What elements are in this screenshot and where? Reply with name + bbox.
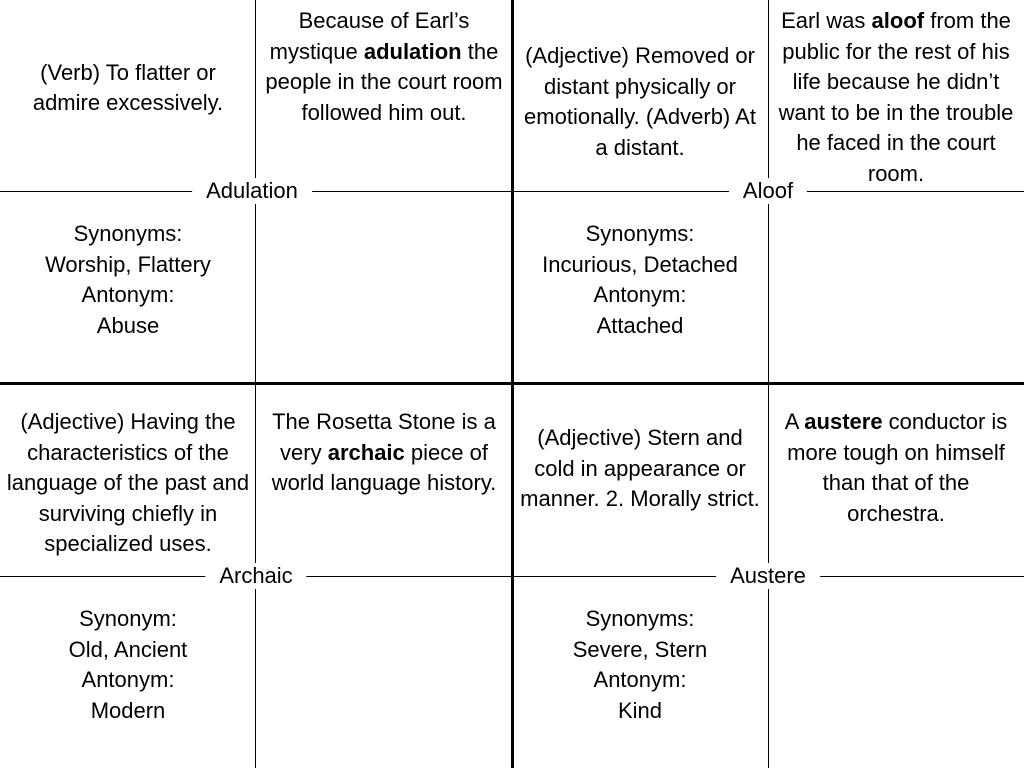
archaic-definition-cell — [0, 407, 256, 567]
aloof-synonyms-cell — [512, 205, 768, 355]
austere-sentence: A austere conductor is more tough on himself than that of the orchestra. — [784, 409, 1008, 526]
aloof-synonyms-block — [542, 219, 738, 341]
antonyms-list: Modern — [90, 697, 166, 723]
synonyms-heading: Synonyms: — [585, 221, 695, 246]
synonyms-list: Old, Ancient — [68, 636, 188, 662]
horizontal-divider — [0, 382, 1024, 385]
archaic-sentence: The Rosetta Stone is a very archaic piece of world language history. — [271, 409, 497, 495]
austere-bold-word: austere — [804, 409, 883, 434]
adulation-definition: (Verb) To flatter or admire excessively. — [32, 59, 224, 115]
archaic-bold-word: archaic — [327, 439, 405, 465]
adulation-sentence-cell — [256, 6, 512, 182]
synonyms-heading: Synonyms: — [585, 606, 695, 631]
synonyms-list: Incurious, Detached — [542, 251, 738, 277]
archaic-definition: (Adjective) Having the characteristics of the language of the past and surviving chiefly in specialized uses. — [6, 409, 250, 556]
antonyms-heading: Antonym: — [81, 667, 175, 692]
aloof-sentence-cell — [768, 6, 1024, 190]
archaic-word-label: Archaic — [205, 563, 306, 589]
adulation-bold-word: adulation — [363, 38, 462, 64]
archaic-synonyms-block — [69, 604, 188, 726]
adulation-synonyms-cell — [0, 205, 256, 355]
synonyms-list: Severe, Stern — [572, 636, 708, 662]
aloof-word-label: Aloof — [729, 178, 807, 204]
antonyms-heading: Antonym: — [593, 667, 687, 692]
adulation-word-label: Adulation — [192, 178, 312, 204]
aloof-sentence: Earl was aloof from the public for the rest of his life because he didn’t want to be in the trouble he faced in the court room. — [778, 8, 1014, 186]
antonyms-heading: Antonym: — [81, 282, 175, 307]
synonyms-heading: Synonyms: — [73, 221, 183, 246]
austere-synonyms-block — [573, 604, 708, 726]
antonyms-list: Attached — [596, 312, 684, 338]
austere-synonyms-cell — [512, 590, 768, 740]
adulation-sentence: Because of Earl’s mystique adulation the people in the court room followed him out. — [265, 8, 503, 125]
archaic-synonyms-cell — [0, 590, 256, 740]
austere-definition: (Adjective) Stern and cold in appearance or manner. 2. Morally strict. — [520, 425, 760, 511]
austere-sentence-cell — [768, 407, 1024, 567]
aloof-definition-cell — [512, 22, 768, 182]
austere-definition-cell — [512, 423, 768, 563]
adulation-definition-cell — [0, 0, 256, 176]
adulation-synonyms-block — [45, 219, 211, 341]
antonyms-list: Kind — [617, 697, 663, 723]
synonyms-list: Worship, Flattery — [45, 251, 211, 277]
antonyms-list: Abuse — [96, 312, 160, 338]
synonyms-heading: Synonym: — [79, 606, 177, 631]
archaic-sentence-cell — [256, 407, 512, 567]
aloof-bold-word: aloof — [871, 8, 925, 33]
austere-word-label: Austere — [716, 563, 820, 589]
aloof-definition: (Adjective) Removed or distant physically or emotionally. (Adverb) At a distant. — [524, 43, 756, 160]
antonyms-heading: Antonym: — [593, 282, 687, 307]
